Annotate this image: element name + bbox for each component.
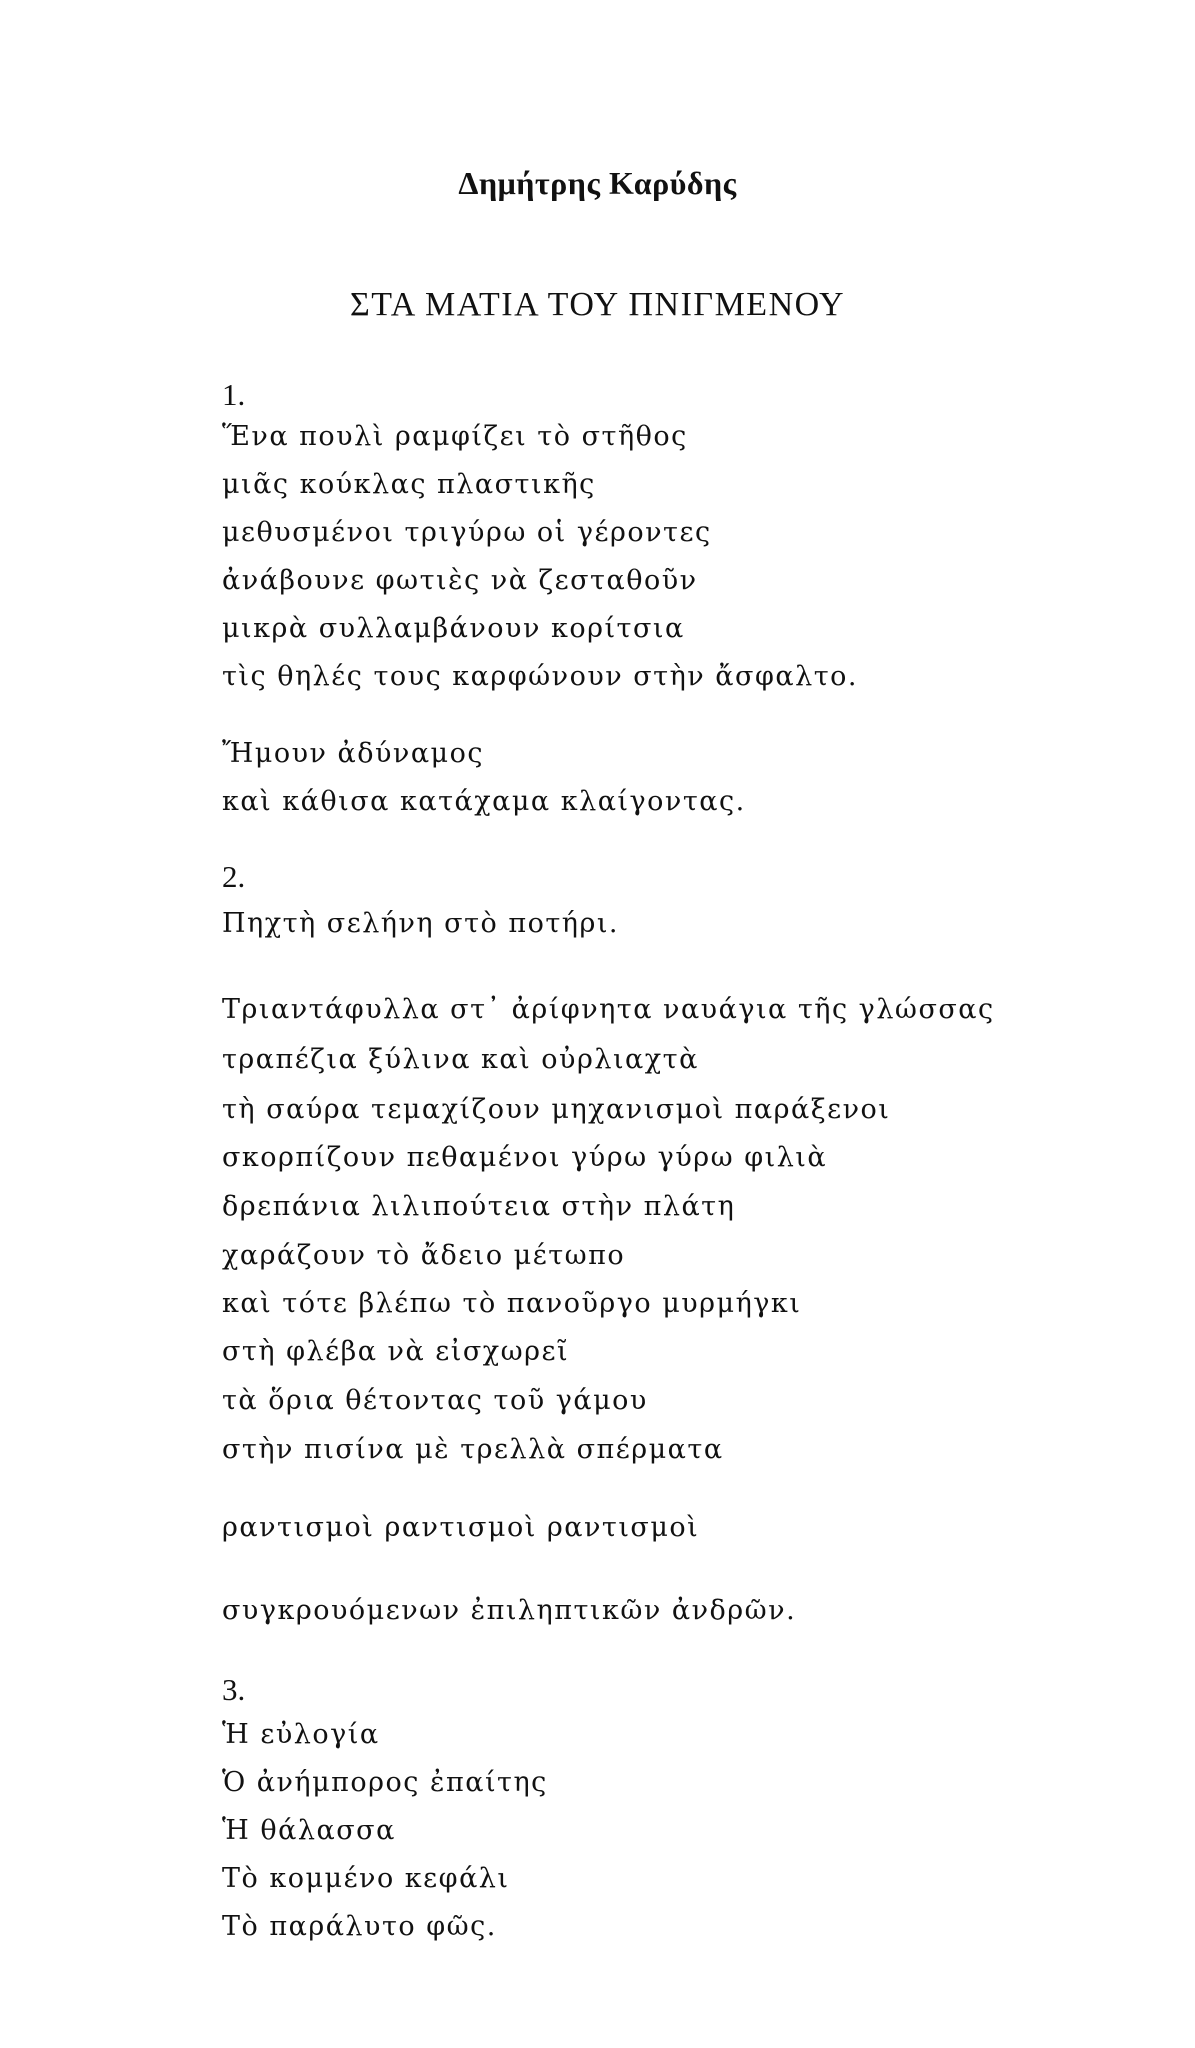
poem-line: Ἕνα πουλὶ ραμφίζει τὸ στῆθος	[222, 421, 688, 452]
poem-line: Ἡ θάλασσα	[222, 1815, 396, 1846]
poem-line: τραπέζια ξύλινα καὶ οὐρλιαχτὰ	[222, 1044, 699, 1075]
poem-title: ΣΤΑ ΜΑΤΙΑ ΤΟΥ ΠΝΙΓΜΕΝΟΥ	[349, 286, 846, 323]
poem-line: μιᾶς κούκλας πλαστικῆς	[222, 469, 596, 500]
poem-line: σκορπίζουν πεθαμένοι γύρω γύρω φιλιὰ	[222, 1142, 828, 1173]
poem-line: Πηχτὴ σελήνη στὸ ποτήρι.	[222, 908, 620, 939]
poem-line: Τὸ παράλυτο φῶς.	[222, 1911, 497, 1942]
poem-line: μεθυσμένοι τριγύρω οἱ γέροντες	[222, 517, 712, 548]
poem-line: δρεπάνια λιλιπούτεια στὴν πλάτη	[222, 1191, 736, 1222]
poem-line: καὶ τότε βλέπω τὸ πανοῦργο μυρμήγκι	[222, 1288, 802, 1319]
poem-line: Ἡ εὐλογία	[222, 1719, 380, 1750]
poem-line: ραντισμοὶ ραντισμοὶ ραντισμοὶ	[222, 1512, 700, 1543]
poem-line: καὶ κάθισα κατάχαμα κλαίγοντας.	[222, 786, 746, 817]
poem-line: Τὸ κομμένο κεφάλι	[222, 1863, 510, 1894]
section-number: 3.	[222, 1672, 246, 1707]
poem-line: Ἤμουν ἀδύναμος	[222, 738, 484, 769]
author-name: Δημήτρης Καρύδης	[458, 165, 737, 201]
section-number: 1.	[222, 377, 246, 412]
poem-line: χαράζουν τὸ ἄδειο μέτωπο	[222, 1240, 626, 1271]
poem-line: συγκρουόμενων ἐπιληπτικῶν ἀνδρῶν.	[222, 1595, 797, 1626]
section-number: 2.	[222, 859, 246, 894]
poem-line: τὴ σαύρα τεμαχίζουν μηχανισμοὶ παράξενοι	[222, 1094, 891, 1125]
poem-line: τὶς θηλές τους καρφώνουν στὴν ἄσφαλτο.	[222, 661, 858, 692]
poem-line: τὰ ὅρια θέτοντας τοῦ γάμου	[222, 1385, 648, 1416]
poem-line: μικρὰ συλλαμβάνουν κορίτσια	[222, 613, 685, 644]
poem-line: Τριαντάφυλλα στ᾽ ἀρίφνητα ναυάγια τῆς γλώσσας	[222, 994, 995, 1025]
poem-line: ἀνάβουνε φωτιὲς νὰ ζεσταθοῦν	[222, 565, 698, 596]
poem-line: στὴ φλέβα νὰ εἰσχωρεῖ	[222, 1336, 570, 1367]
poem-line: στὴν πισίνα μὲ τρελλὰ σπέρματα	[222, 1434, 724, 1465]
poem-line: Ὁ ἀνήμπορος ἐπαίτης	[222, 1767, 548, 1798]
